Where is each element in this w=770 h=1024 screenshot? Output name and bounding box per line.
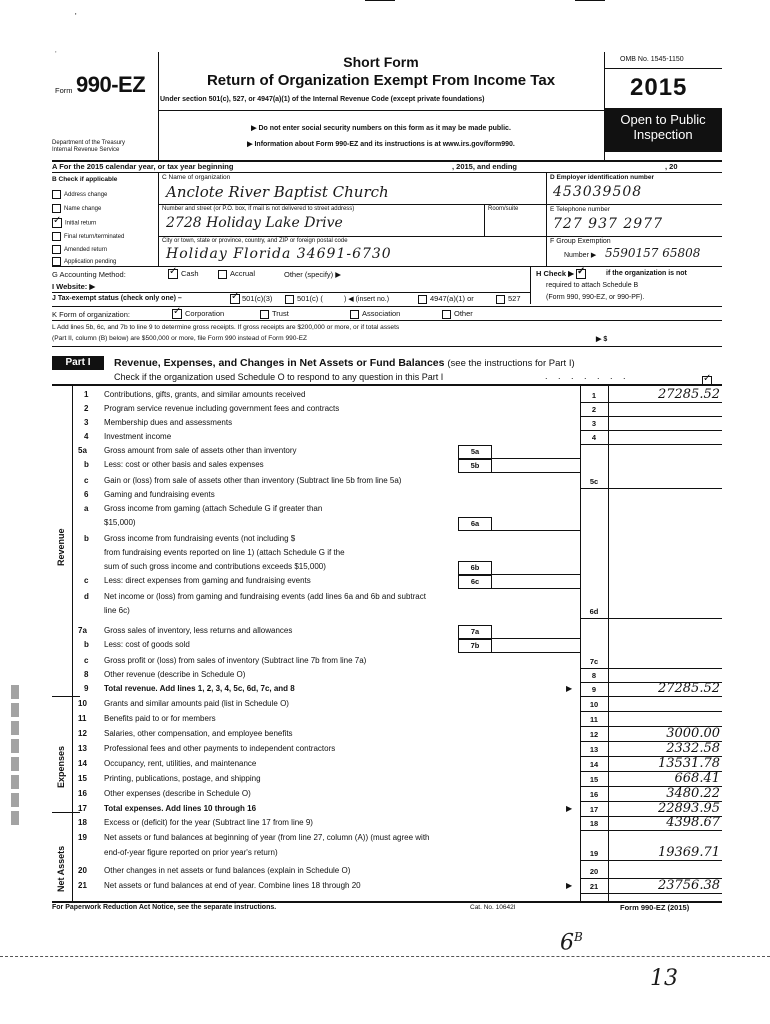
form-subtitle: Under section 501(c), 527, or 4947(a)(1) of the Internal Revenue Code (except private foundations) [160,96,485,103]
top-mark [575,0,605,1]
line-number: 14 [78,759,87,768]
website-rule [52,292,530,293]
line-description-l20: Other changes in net assets or fund balances (explain in Schedule O) [104,866,351,875]
line-description-l18: Excess or (deficit) for the year (Subtract line 17 from line 9) [104,818,313,827]
line-number: 15 [78,774,87,783]
line-number: 20 [78,866,87,875]
side-label-col [72,385,73,901]
amount-a13[interactable]: 2332.58 [666,741,720,756]
irs-label: Internal Revenue Service [52,147,120,153]
subline-field[interactable] [492,574,580,575]
line-description-l6b_2: from fundraising events reported on line 1) (attach Schedule G if the [104,548,345,557]
h-text1: if the organization is not [606,270,687,277]
initial-return-checkbox[interactable]: ✓Initial return [52,218,96,228]
line-ref-6d: 6d [589,607,599,616]
amount-rule [580,860,722,861]
row-l-top [52,320,722,321]
subline-box-7a[interactable]: 7a [458,625,492,639]
expenses-net-rule [52,812,80,813]
line-number: b [84,460,89,469]
amount-rule [580,830,722,831]
city-label: City or town, state or province, country, and ZIP or foreign postal code [162,238,348,244]
line-number: 10 [78,699,87,708]
handwritten-mark: $6^B$ [560,930,583,956]
line-ref-14: 14 [589,760,599,769]
amount-a14[interactable]: 13531.78 [657,756,720,771]
line-description-l11: Benefits paid to or for members [104,714,216,723]
line-number: 12 [78,729,87,738]
website-label: I Website: ▶ [52,282,96,291]
section-c-divider [546,172,547,266]
amount-a17[interactable]: 22893.95 [657,801,720,816]
line-ref-9: 9 [591,685,597,694]
line-description-l6a_1: Gross income from gaming (attach Schedule G if greater than [104,504,323,513]
line-number: c [84,656,89,665]
row-a-label: A For the 2015 calendar year, or tax year beginning [52,162,234,171]
amount-rule [580,402,722,403]
line-description-l8: Other revenue (describe in Schedule O) [104,670,246,679]
other-method-label: Other (specify) ▶ [284,270,342,279]
amount-a9[interactable]: 27285.52 [657,681,720,696]
street-label: Number and street (or P.O. box, if mail is not delivered to street address) [162,206,355,212]
arrow-icon: ▶ [566,881,573,890]
amount-rule [580,488,722,489]
tax-exempt-label: J Tax-exempt status (check only one) – [52,295,182,302]
line-description-l16: Other expenses (describe in Schedule O) [104,789,251,798]
section-b-divider [158,172,159,266]
row-a-mid: , 2015, and ending [452,162,518,171]
inspection: Inspection [633,127,693,142]
part1-rule [52,384,722,386]
line-number: 16 [78,789,87,798]
line-description-l7c: Gross profit or (loss) from sales of inventory (Subtract line 7b from line 7a) [104,656,367,665]
line-ref-2: 2 [591,405,597,414]
phone-label: E Telephone number [550,206,610,213]
subline-box-6a[interactable]: 6a [458,517,492,531]
line-description-l6c: Less: direct expenses from gaming and fundraising events [104,576,311,585]
amount-rule [580,430,722,431]
line-ref-3: 3 [591,419,597,428]
line-description-l4: Investment income [104,432,172,441]
form-number: 990-EZ [76,72,146,97]
line-description-l2: Program service revenue including government fees and contracts [104,404,340,413]
amount-rule [580,444,722,445]
line-description-l10: Grants and similar amounts paid (list in Schedule O) [104,699,289,708]
line-number: 17 [78,804,87,813]
accounting-method-label: G Accounting Method: [52,270,126,279]
line-ref-5c: 5c [589,477,599,486]
line-description-l21: Net assets or fund balances at end of year. Combine lines 18 through 20 [104,881,361,890]
4947-checkbox[interactable]: 4947(a)(1) or [418,294,474,304]
subline-field[interactable] [492,472,580,473]
org-name-label: C Name of organization [162,174,231,181]
row-k-top [52,306,722,307]
omb-number: OMB No. 1545-1150 [620,56,684,63]
line-description-l15: Printing, publications, postage, and shipping [104,774,261,783]
part1-title: Revenue, Expenses, and Changes in Net Assets or Fund Balances (see the instructions for Part I) [114,357,575,369]
street-value[interactable]: 2728 Holiday Lake Drive [166,215,343,231]
top-mark [365,0,395,1]
arrow-icon: ▶ [566,804,573,813]
scanned-stamp [2,660,32,840]
subline-field[interactable] [492,588,580,589]
line-number: b [84,534,89,543]
line-ref-13: 13 [589,745,599,754]
h-divider [530,266,531,304]
revenue-expenses-rule [52,696,80,697]
line-ref-11: 11 [590,715,598,724]
revenue-side-label: Revenue [56,528,66,566]
amount-rule [580,668,722,669]
line-number: 13 [78,744,87,753]
amended-return-checkbox[interactable]: Amended return [52,245,107,254]
line-description-l6a_2: $15,000) [104,518,136,527]
cash-checkbox[interactable]: ✓ Cash [168,269,199,279]
line-number: 8 [84,670,89,679]
d-rule [546,236,722,237]
row-l-arrow: ▶ $ [596,336,608,343]
accrual-checkbox[interactable]: Accrual [218,269,255,279]
line-description-l6b_1: Gross income from fundraising events (not including $ [104,534,296,543]
subline-box-5a[interactable]: 5a [458,445,492,459]
line-ref-15: 15 [589,775,599,784]
line-description-l12: Salaries, other compensation, and employee benefits [104,729,293,738]
subline-field[interactable] [492,652,580,653]
line-description-l7b: Less: cost of goods sold [104,640,190,649]
org-form-label: K Form of organization: [52,310,130,319]
line-number: c [84,476,89,485]
line-number: 19 [78,833,87,842]
ein-value[interactable]: 453039508 [553,184,643,200]
handwritten-mark-2: 13 [650,966,678,991]
header-rule [158,110,604,111]
row-l-line1: L Add lines 5b, 6c, and 7b to line 9 to determine gross receipts. If gross receipts are $200,000 or more, or if total assets [52,324,400,331]
room-label: Room/suite [488,206,519,212]
org-name-value[interactable]: Anclote River Baptist Church [166,183,389,201]
lineref-col-right [608,385,609,901]
paperwork-notice: For Paperwork Reduction Act Notice, see the separate instructions. [52,904,277,911]
row-a-end: , 20 [665,162,678,171]
line-description-l1: Contributions, gifts, grants, and similar amounts received [104,390,306,399]
amount-a19[interactable]: 19369.71 [657,845,720,860]
application-pending-checkbox[interactable]: Application pending [52,257,116,266]
d-rule [546,204,722,205]
line-description-l6b_3: sum of such gross income and contributions exceeds $15,000) [104,562,326,571]
city-value[interactable]: Holiday Florida 34691-6730 [166,246,392,262]
tax-year: 2015 [630,74,688,101]
final-return-checkbox[interactable]: Final return/terminated [52,232,124,241]
name-change-checkbox[interactable]: Name change [52,204,101,213]
row-g-top [52,266,722,267]
subline-field[interactable] [492,458,580,459]
insert-no-label: ) ◀ (insert no.) [344,296,390,303]
short-form-label: Short Form [343,54,419,70]
line-description-l13: Professional fees and other payments to independent contractors [104,744,336,753]
amount-a18[interactable]: 4398.67 [666,815,720,830]
check-h[interactable]: H Check ▶ ✓ [536,269,586,279]
line-number: 21 [78,881,87,890]
line-number: 2 [84,404,89,413]
arrow-icon: ▶ [566,684,573,693]
amount-a1[interactable]: 27285.52 [657,387,720,402]
line-ref-20: 20 [589,867,599,876]
line-description-l19_1: Net assets or fund balances at beginning of year (from line 27, column (A)) (must agree with [104,833,430,842]
amount-rule [580,893,722,894]
501c3-checkbox[interactable]: ✓ 501(c)(3) [230,294,272,304]
line-ref-8: 8 [591,671,597,680]
ssn-notice: ▶ Do not enter social security numbers on this form as it may be made public. [251,125,511,132]
phone-value[interactable]: 727 937 2977 [553,216,663,232]
department: Department of the Treasury [52,140,126,146]
corporation-checkbox[interactable]: ✓ Corporation [172,309,224,319]
h-text3: (Form 990, 990-EZ, or 990-PF). [546,294,645,301]
line-number: c [84,576,89,585]
open-to-public: Open to Public [620,112,706,127]
group-number-label: Number ▶ [564,252,597,259]
527-checkbox[interactable]: 527 [496,294,521,304]
group-number-value[interactable]: 5590157 65808 [605,246,701,260]
group-exemption-label: F Group Exemption [550,238,611,245]
ein-label: D Employer identification number [550,174,655,181]
line-description-l19_2: end-of-year figure reported on prior year's return) [104,848,278,857]
open-to-public-box [604,108,722,152]
line-ref-7c: 7c [589,657,599,666]
omb-rule [604,68,722,69]
amount-a12[interactable]: 3000.00 [666,726,720,741]
corner-mark: ' [75,12,77,21]
line-number: 18 [78,818,87,827]
address-change-checkbox[interactable]: Address change [52,190,107,199]
subline-field[interactable] [492,638,580,639]
line-ref-10: 10 [589,700,599,709]
subline-box-5b[interactable]: 5b [458,459,492,473]
room-divider [484,204,485,236]
line-number: 9 [84,684,89,693]
info-notice: ▶ Information about Form 990-EZ and its instructions is at www.irs.gov/form990. [247,141,515,148]
part1-tag: Part I [52,356,104,370]
row-l-line2: (Part II, column (B) below) are $500,000 or more, file Form 990 instead of Form 990-EZ [52,335,308,342]
line-description-l17: Total expenses. Add lines 10 through 16 [104,804,257,813]
subline-field[interactable] [492,530,580,531]
c-rule [158,236,546,237]
line-description-l6d_2: line 6c) [104,606,130,615]
subline-box-6b[interactable]: 6b [458,561,492,575]
line-ref-18: 18 [589,819,599,828]
line-description-l14: Occupancy, rent, utilities, and maintenance [104,759,257,768]
line-description-l6: Gaming and fundraising events [104,490,215,499]
expenses-side-label: Expenses [56,745,66,788]
line-description-l9: Total revenue. Add lines 1, 2, 3, 4, 5c, 6d, 7c, and 8 [104,684,295,693]
association-checkbox[interactable]: Association [350,309,400,319]
other-org-checkbox[interactable]: Other [442,309,473,319]
row-a-bottom [52,172,722,173]
line-ref-21: 21 [589,882,599,891]
check-applicable-label: B Check if applicable [52,176,118,183]
trust-checkbox[interactable]: Trust [260,309,289,319]
line-ref-16: 16 [589,790,599,799]
line-description-l7a: Gross sales of inventory, less returns and allowances [104,626,293,635]
line-ref-19: 19 [589,849,599,858]
form-title: Return of Organization Exempt From Income Tax [206,72,556,89]
schedule-o-check-line: Check if the organization used Schedule O to respond to any question in this Part I [114,372,444,382]
line-number: a [84,504,89,513]
line-ref-1: 1 [591,391,597,400]
corner-dot: , [55,48,57,54]
line-number: 4 [84,432,89,441]
page-bottom-rule [0,956,770,957]
form-word: Form [55,86,73,95]
line-description-l5a: Gross amount from sale of assets other than inventory [104,446,297,455]
amount-rule [580,696,722,697]
line-ref-12: 12 [589,730,599,739]
line-number: 7a [78,626,87,635]
part1-top [52,346,722,347]
net-assets-side-label: Net Assets [56,845,66,892]
line-description-l5b: Less: cost or other basis and sales expenses [104,460,264,469]
501c-checkbox[interactable]: 501(c) ( [285,294,323,304]
amount-rule [580,711,722,712]
dot-leader: . . . . . . . [545,371,630,381]
amount-rule [580,618,722,619]
line-number: 5a [78,446,87,455]
c-rule [158,204,546,205]
line-description-l3: Membership dues and assessments [104,418,233,427]
line-number: 3 [84,418,89,427]
amount-rule [580,416,722,417]
line-ref-4: 4 [591,433,597,442]
amount-a21[interactable]: 23756.38 [657,878,720,893]
amount-a15[interactable]: 668.41 [674,771,720,786]
cat-number: Cat. No. 10642I [470,904,516,911]
subline-box-6c[interactable]: 6c [458,575,492,589]
line-ref-17: 17 [589,805,599,814]
line-description-l6d_1: Net income or (loss) from gaming and fundraising events (add lines 6a and 6b and subtract [104,592,426,601]
line-description-l5c: Gain or (loss) from sale of assets other than inventory (Subtract line 5b from line 5a) [104,476,402,485]
line-number: 1 [84,390,89,399]
line-number: 6 [84,490,89,499]
line-number: b [84,640,89,649]
h-text2: required to attach Schedule B [546,282,639,289]
line-number: 11 [78,714,87,723]
amount-a16[interactable]: 3480.22 [666,786,720,801]
footer-form-label: Form 990-EZ (2015) [620,903,690,912]
line-number: d [84,592,89,601]
subline-box-7b[interactable]: 7b [458,639,492,653]
